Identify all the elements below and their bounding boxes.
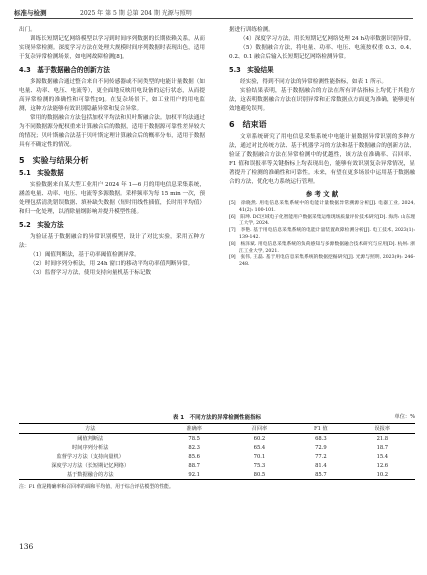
column-header-false-alarm: 误报率 bbox=[374, 426, 391, 432]
table-1 bbox=[19, 413, 415, 490]
column-header-f1: F1 值 bbox=[314, 426, 328, 432]
table-cell: 70.1 bbox=[253, 453, 266, 460]
running-header bbox=[14, 6, 413, 18]
paragraph: 训练长短期记忆网络模型以学习到时间序列数据的长期依赖关系，从而实现异常检测。深度学习方法在处理大规模时间序列数据时表现出色，适用于复杂异常检测场景，如电网故障检测[8]。 bbox=[19, 36, 205, 60]
references-heading: 参 考 文 献 bbox=[305, 190, 339, 198]
table-unit: 单位：% bbox=[394, 414, 415, 420]
section-heading-5-3: 5.3 实验结果 bbox=[229, 66, 274, 74]
list-item: （3）监督学习方法，使用支持向量机基于标记数 bbox=[30, 270, 152, 276]
issue-info: 2025 年 第 5 期 总第 204 期 光源与照明 bbox=[80, 10, 192, 17]
table-cell: 85.7 bbox=[315, 471, 327, 478]
section-heading-6: 6 结束语 bbox=[229, 120, 267, 129]
table-cell: 60.2 bbox=[253, 435, 266, 442]
section-heading-5: 5 实验与结果分析 bbox=[19, 156, 89, 165]
table-cell: 92.1 bbox=[188, 471, 200, 478]
list-item: （2）时间序列分析法，用 24h 窗口的移动平均功率值判断异常。 bbox=[30, 261, 194, 267]
table-cell: 阈值判断法 bbox=[77, 436, 104, 442]
table-cell: 85.6 bbox=[188, 453, 200, 460]
table-cell: 65.4 bbox=[253, 444, 266, 451]
journal-section: 标准与检测 bbox=[14, 9, 47, 17]
table-cell: 时间序列分析法 bbox=[72, 445, 109, 451]
section-heading-4-3: 4.3 基于数据融合的创新方法 bbox=[19, 66, 110, 74]
table-cell: 77.2 bbox=[315, 453, 327, 460]
table-cell: 68.3 bbox=[315, 435, 327, 442]
table-note: 注：F1 值是精确率和召回率的调和平均值，用于综合评估模型的性能。 bbox=[19, 484, 174, 490]
paragraph: 常用的数据融合方法包括加权平均法和贝叶斯融合法。加权平均法通过为不同数据源分配权重来计算融合后的数据，适用于数据源可靠性差异较大的情况；贝叶斯融合法基于贝叶斯定理计算融合后的概率分布，适用于数据具有不确定性的情况。 bbox=[19, 115, 205, 148]
table-cell: 78.5 bbox=[188, 435, 200, 442]
paragraph: 实验结果表明，基于数据融合的方法在所有评估指标上均优于其他方法，这表明数据融合方法在识别异常和正常数据点方面更为准确，能够更有效地避免误判。 bbox=[229, 88, 415, 112]
table-cell: 深度学习方法（长短期记忆网络） bbox=[51, 463, 130, 469]
reference-item: [9] 张伟, 王磊. 基于用电信息采集系统的数据挖掘研究[J]. 光源与照明, 2023(9): 246-248. bbox=[229, 255, 415, 268]
page-number: 136 bbox=[19, 542, 34, 551]
table-cell: 88.7 bbox=[188, 462, 200, 469]
header-rule bbox=[14, 18, 413, 19]
list-item: （5）数据融合方法，将电量、功率、电压、电流按权重 0.3、0.4、0.2、0.1 融合后输入长短期记忆网络检测异常。 bbox=[229, 45, 415, 60]
table-cell: 81.4 bbox=[315, 462, 327, 469]
paragraph: 实验数据来自某大型工业用户 2024 年 1—6 月的用电信息采集系统，涵盖电量、功率、电压、电流等多源数据。采样频率为每 15 min 一次，预处理包括清洗错误数据、填补缺失数据（短时用线性插值，长时用平均值）和归一化处理，以消除量纲影响并提升模型性能。 bbox=[19, 182, 205, 215]
right-column bbox=[229, 26, 415, 269]
paragraph: 经实验，得到不同方法的异常检测性能指标，如表 1 所示。 bbox=[240, 79, 387, 85]
table-cell: 12.6 bbox=[376, 462, 389, 469]
table-cell: 75.3 bbox=[253, 462, 266, 469]
reference-item: [5] 徐晓然. 用电信息采集系统中的电能计量数据异常溯源分析[J]. 电器工业, 2024, 41(2): 100-101. bbox=[229, 201, 415, 213]
table-header-row bbox=[19, 424, 415, 434]
paragraph: 据进行训练检测。 bbox=[229, 27, 274, 33]
paragraph: 多源数据融合通过整合来自不同传感器或不同类型的电能计量数据（如电量、功率、电压、电流等），更全面地反映用电设备的运行状态，从而提高异常检测的准确性和可靠性[9]。在复杂场景下，如工业用户的用电监测，这种方法能够有效识别隐蔽异常和复合异常。 bbox=[19, 79, 205, 112]
table-row bbox=[19, 452, 415, 461]
table-cell: 15.4 bbox=[376, 453, 389, 460]
paragraph: 为验证基于数据融合的异常识别模型，设计了对比实验，采用五种方法： bbox=[19, 234, 205, 249]
section-heading-5-2: 5.2 实验方法 bbox=[19, 221, 64, 229]
table-cell: 基于数据融合的方法 bbox=[66, 472, 114, 478]
left-column bbox=[19, 26, 205, 278]
table-row bbox=[19, 461, 415, 470]
reference-item: [7] 李艳. 基于用电信息采集系统的电能计量装置故障检测分析[J]. 电工技术, 2023(1): 139-142. bbox=[229, 228, 415, 240]
reference-item: [6] 阳坤. DC区域电子化智能用户数据采集运维现场质量评价技术研究[D]. 海湾: 山东理工大学, 2024. bbox=[229, 214, 415, 227]
table-cell: 72.9 bbox=[315, 444, 327, 451]
table-cell: 21.8 bbox=[376, 435, 389, 442]
table-caption-row bbox=[19, 413, 415, 423]
table-cell: 18.7 bbox=[376, 444, 389, 451]
table-row bbox=[19, 443, 415, 452]
paragraph: 文章系统研究了用电信息采集系统中电能计量数据异常识别的多种方法，通过对比传统方法、基于机器学习的方法和基于数据融合的创新方法，验证了数据融合方法在异常检测中的优越性，该方法在准确率、召回率、F1 值和误报率等关键指标上均表现出色，能够有效识别复杂异常情况，显著提升了检测的准确性和可靠性。未来，有望在更多场景中运用基于数据融合的方法，优化电力系统运行管理。 bbox=[229, 134, 415, 185]
table-cell: 监督学习方法（支持向量机） bbox=[56, 454, 124, 460]
table-row bbox=[19, 434, 415, 444]
list-item: （1）阈值判断法，基于功率阈值检测异常。 bbox=[30, 252, 140, 258]
column-header-recall: 召回率 bbox=[251, 426, 268, 432]
section-heading-5-1: 5.1 实验数据 bbox=[19, 169, 64, 177]
reference-item: [8] 杨泽斌. 用电信息采集系统的负荷感知与多源数据融合技术研究与应用[D]. 杭州: 浙江工业大学, 2021. bbox=[229, 241, 415, 254]
list-item: （4）深度学习方法，用长短期记忆网络处理 24 h功率数据识别异常。 bbox=[240, 36, 415, 42]
table-cell: 82.3 bbox=[188, 444, 200, 451]
column-header-method: 方法 bbox=[85, 426, 96, 432]
paragraph: 出门。 bbox=[19, 27, 36, 33]
table-cell: 10.2 bbox=[376, 471, 389, 478]
column-header-accuracy: 准确率 bbox=[186, 426, 202, 432]
performance-table bbox=[19, 423, 415, 480]
table-cell: 80.5 bbox=[253, 471, 266, 478]
table-caption: 表 1 不同方法的异常检测性能指标 bbox=[172, 415, 262, 421]
table-row bbox=[19, 470, 415, 480]
